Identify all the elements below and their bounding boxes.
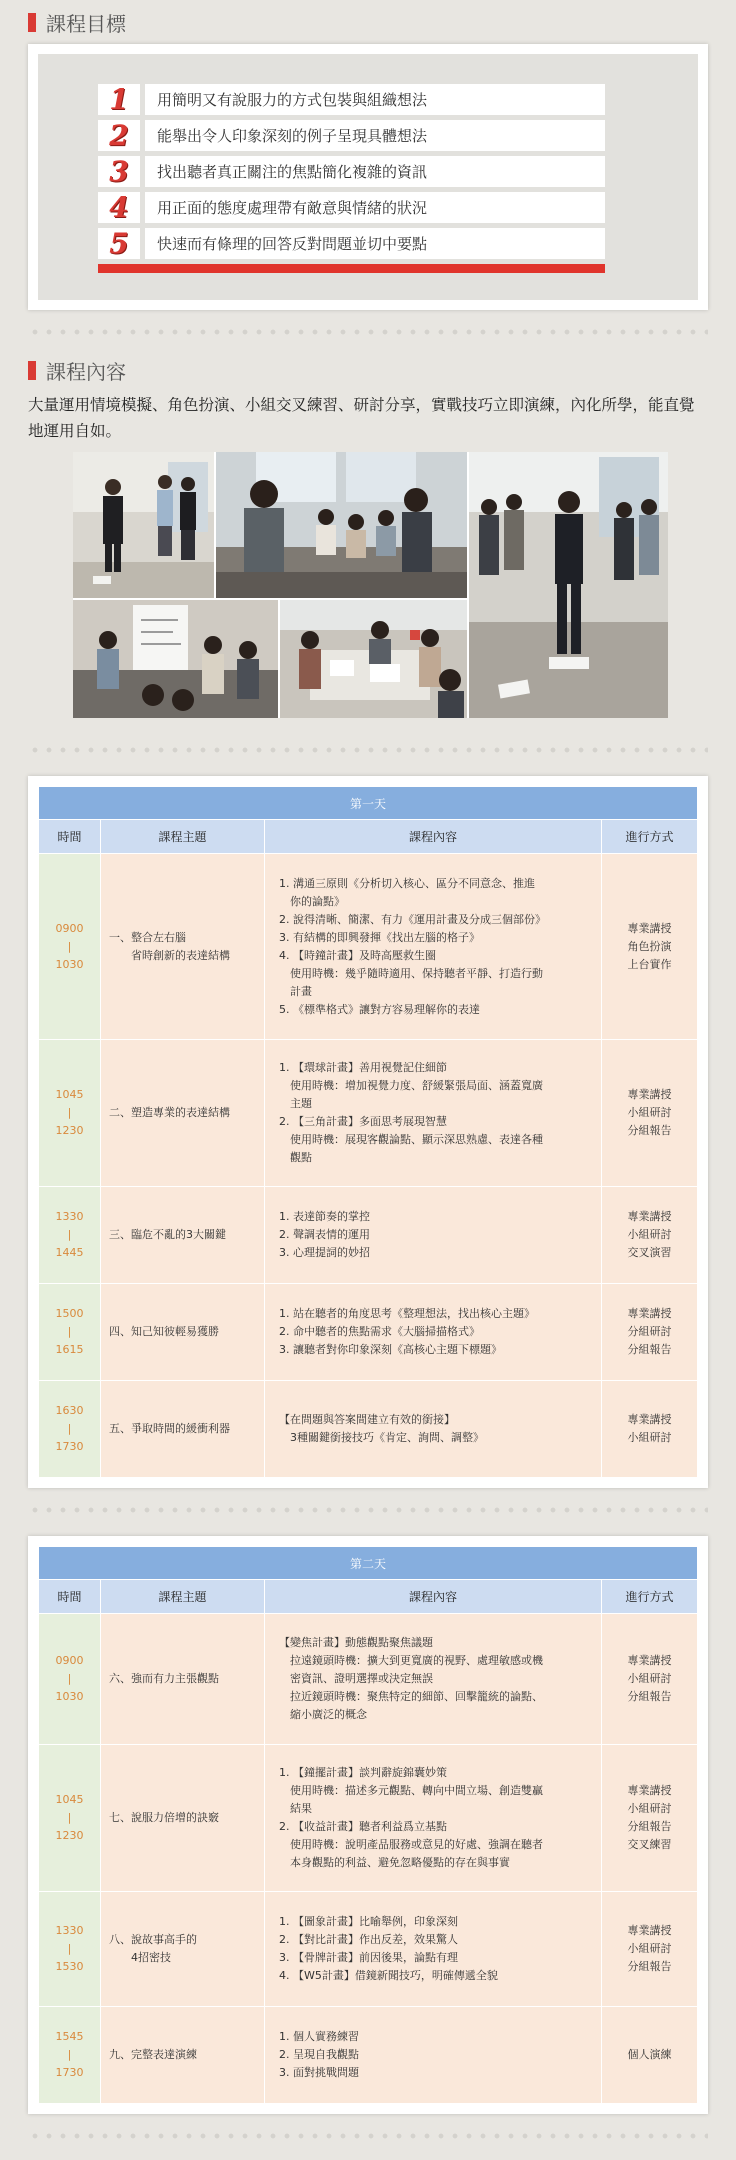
photo-discussion (216, 452, 467, 598)
goal-number: 5 (98, 228, 140, 259)
goal-text: 找出聽者真正關注的焦點簡化複雜的資訊 (145, 156, 605, 187)
content-cell: 1. 溝通三原則《分析切入核心、區分不同意念、推進 你的論點》 2. 說得清晰、簡潔、有力《運用計畫及分成三個部份》 3. 有結構的即興發揮《找出左腦的格子》 4. 【時鐘計畫】及時高壓救生圈 使用時機：幾乎隨時適用、保持聽者平靜、打造行動 計畫 5. 《標準格式》讓對方容易理解你的表達 (265, 854, 601, 1039)
table-row (39, 1614, 697, 1744)
mode-cell: 專業講授 分組研討 分組報告 (602, 1284, 697, 1380)
header-mode: 進行方式 (602, 1580, 697, 1613)
content-cell: 【變焦計畫】動態觀點聚焦議題 拉遠鏡頭時機：擴大到更寬廣的視野、處理敏感或機 密資訊、證明選擇或決定無誤 拉近鏡頭時機：聚焦特定的細節、回擊籠統的論點、 縮小廣泛的概念 (265, 1614, 601, 1744)
topic-cell: 五、爭取時間的緩衝利器 (101, 1381, 264, 1477)
content-cell: 1. 表達節奏的掌控 2. 聲調表情的運用 3. 心理提詞的妙招 (265, 1187, 601, 1283)
table-row (39, 2007, 697, 2103)
mode-cell: 專業講授 小組研討 分組報告 交叉練習 (602, 1745, 697, 1891)
time-cell: 1630 | 1730 (39, 1381, 100, 1477)
dotted-divider (28, 738, 708, 762)
dotted-divider (28, 320, 708, 344)
goal-number: 4 (98, 192, 140, 223)
topic-cell: 三、臨危不亂的3大關鍵 (101, 1187, 264, 1283)
goal-text: 用正面的態度處理帶有敵意與情緒的狀況 (145, 192, 605, 223)
day1-schedule-table (38, 786, 698, 1478)
table-row (39, 854, 697, 1039)
training-photo-collage (73, 452, 668, 718)
goal-item (98, 84, 698, 115)
time-cell: 1045 | 1230 (39, 1040, 100, 1186)
photo-presenters (73, 452, 214, 598)
time-cell: 1500 | 1615 (39, 1284, 100, 1380)
day1-schedule-card (28, 776, 708, 1488)
day2-schedule-card (28, 1536, 708, 2114)
photo-flipchart (73, 600, 278, 718)
time-cell: 1330 | 1445 (39, 1187, 100, 1283)
table-row (39, 1892, 697, 2006)
time-cell: 0900 | 1030 (39, 1614, 100, 1744)
content-cell: 1. 站在聽者的角度思考《整理想法，找出核心主題》 2. 命中聽者的焦點需求《大腦掃描格式》 3. 讓聽者對你印象深刻《高核心主題下標題》 (265, 1284, 601, 1380)
goals-underline (98, 264, 605, 273)
day2-schedule-table (38, 1546, 698, 2104)
goal-number: 3 (98, 156, 140, 187)
photo-group-work (280, 600, 467, 718)
goal-item (98, 228, 698, 259)
time-cell: 1045 | 1230 (39, 1745, 100, 1891)
content-cell: 1. 【圖象計畫】比喻舉例，印象深刻 2. 【對比計畫】作出反差，效果驚人 3. 【骨牌計畫】前因後果，論點有理 4. 【W5計畫】借鏡新聞技巧，明確傳遞全貌 (265, 1892, 601, 2006)
goal-item (98, 156, 698, 187)
content-section-title: 課程內容 (46, 359, 126, 384)
section-marker (28, 361, 36, 380)
header-time: 時間 (39, 820, 100, 853)
content-cell: 1. 個人實務練習 2. 呈現自我觀點 3. 面對挑戰問題 (265, 2007, 601, 2103)
header-topic: 課程主題 (101, 820, 264, 853)
table-row (39, 1745, 697, 1891)
content-cell: 1. 【環球計畫】善用視覺記住細節 使用時機：增加視覺力度、舒緩緊張局面、涵蓋寬廣 主題 2. 【三角計畫】多面思考展現智慧 使用時機：展現客觀論點、顯示深思熟慮、表達各種 觀點 (265, 1040, 601, 1186)
goals-list (38, 54, 698, 300)
goal-text: 快速而有條理的回答反對問題並切中要點 (145, 228, 605, 259)
mode-cell: 專業講授 小組研討 分組報告 (602, 1040, 697, 1186)
mode-cell: 專業講授 小組研討 交叉演習 (602, 1187, 697, 1283)
day2-title: 第二天 (39, 1547, 697, 1579)
table-row (39, 1187, 697, 1283)
mode-cell: 專業講授 小組研討 分組報告 (602, 1614, 697, 1744)
time-cell: 1545 | 1730 (39, 2007, 100, 2103)
header-topic: 課程主題 (101, 1580, 264, 1613)
topic-cell: 八、說故事高手的 4招密技 (101, 1892, 264, 2006)
goal-text: 能舉出令人印象深刻的例子呈現具體想法 (145, 120, 605, 151)
header-content: 課程內容 (265, 1580, 601, 1613)
table-row (39, 1284, 697, 1380)
time-cell: 0900 | 1030 (39, 854, 100, 1039)
table-row (39, 1381, 697, 1477)
mode-cell: 專業講授 小組研討 (602, 1381, 697, 1477)
topic-cell: 四、知己知彼輕易獲勝 (101, 1284, 264, 1380)
goal-item (98, 120, 698, 151)
goals-section-header (0, 0, 736, 44)
topic-cell: 二、塑造專業的表達結構 (101, 1040, 264, 1186)
content-cell: 1. 【鐘擺計畫】談判辭旋錦囊妙策 使用時機：描述多元觀點、轉向中間立場、創造雙贏 結果 2. 【收益計畫】聽者利益爲立基點 使用時機：說明產品服務或意見的好處、強調在聽者 本身觀點的利益、避免忽略優點的存在與事實 (265, 1745, 601, 1891)
mode-cell: 專業講授 角色扮演 上台實作 (602, 854, 697, 1039)
dotted-divider (28, 2124, 708, 2148)
goals-section-title: 課程目標 (46, 11, 126, 36)
section-marker (28, 13, 36, 32)
goal-number: 2 (98, 120, 140, 151)
content-section-header (0, 348, 736, 392)
topic-cell: 六、強而有力主張觀點 (101, 1614, 264, 1744)
header-time: 時間 (39, 1580, 100, 1613)
goals-card (28, 44, 708, 310)
header-mode: 進行方式 (602, 820, 697, 853)
time-cell: 1330 | 1530 (39, 1892, 100, 2006)
mode-cell: 個人演練 (602, 2007, 697, 2103)
photo-speaker (469, 452, 668, 718)
topic-cell: 七、說服力倍增的訣竅 (101, 1745, 264, 1891)
content-cell: 【在問題與答案間建立有效的銜接】 3種關鍵銜接技巧《肯定、詢問、調整》 (265, 1381, 601, 1477)
topic-cell: 九、完整表達演練 (101, 2007, 264, 2103)
goal-number: 1 (98, 84, 140, 115)
content-description: 大量運用情境模擬、角色扮演、小組交叉練習、研討分享，實戰技巧立即演練，內化所學，能直覺地運用自如。 (28, 396, 695, 440)
goal-text: 用簡明又有說服力的方式包裝與組織想法 (145, 84, 605, 115)
table-row (39, 1040, 697, 1186)
goal-item (98, 192, 698, 223)
dotted-divider (28, 1498, 708, 1522)
header-content: 課程內容 (265, 820, 601, 853)
mode-cell: 專業講授 小組研討 分組報告 (602, 1892, 697, 2006)
topic-cell: 一、整合左右腦 省時創新的表達結構 (101, 854, 264, 1039)
day1-title: 第一天 (39, 787, 697, 819)
